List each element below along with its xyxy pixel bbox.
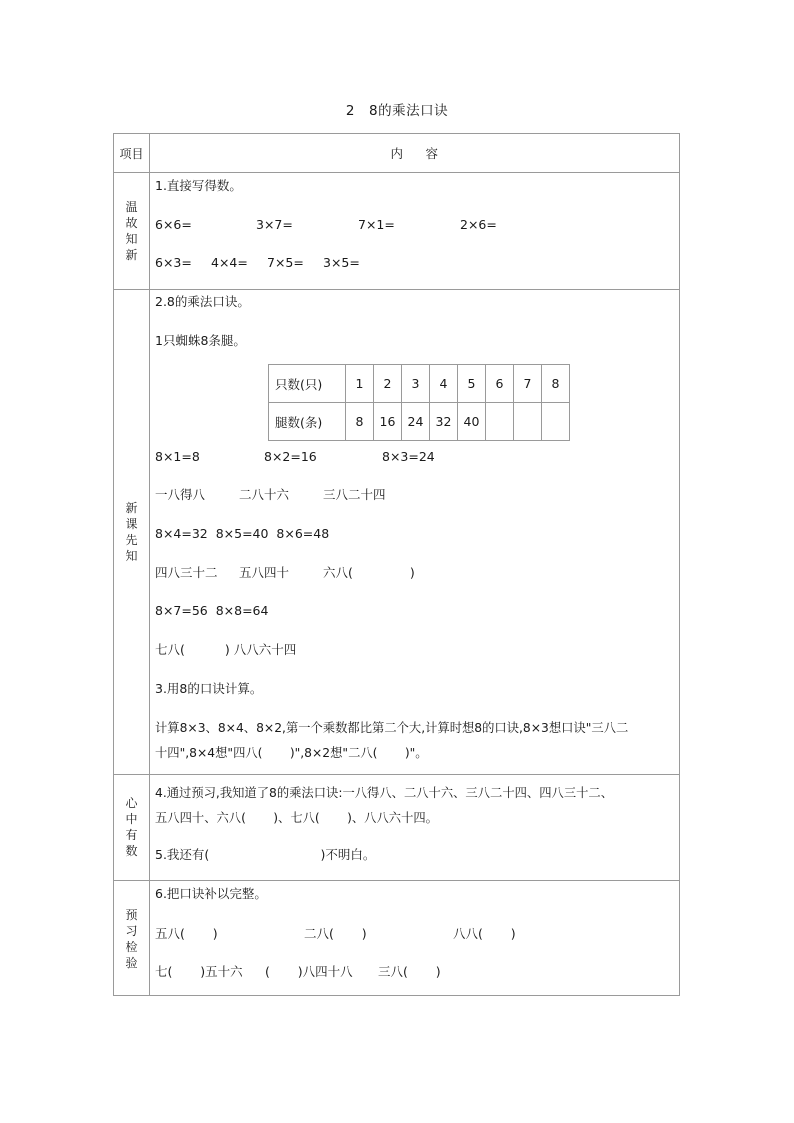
row-divider xyxy=(114,774,679,775)
rhyme: 四八三十二 xyxy=(155,565,218,580)
table-cell: 24 xyxy=(402,403,430,441)
q6-title: 6.把口诀补以完整。 xyxy=(155,886,267,901)
equation: 8×1=8 xyxy=(155,449,200,464)
mind-label-cell xyxy=(114,774,149,880)
rhyme-blank-start: 六八( xyxy=(323,565,353,580)
table-cell: 8 xyxy=(346,403,374,441)
review-eq: 6×3= xyxy=(155,255,192,270)
table-cell-blank[interactable] xyxy=(542,403,570,441)
check-label: 预习检验 xyxy=(125,907,138,970)
review-eq: 7×1= xyxy=(358,217,395,232)
rhyme: 三八二十四 xyxy=(323,487,386,502)
equation: 8×3=24 xyxy=(382,449,435,464)
spider-text: 1只蜘蛛8条腿。 xyxy=(155,333,246,348)
table-head-cell: 腿数(条) xyxy=(269,403,346,441)
header-content-right: 容 xyxy=(425,146,439,161)
title-number: 2 xyxy=(345,103,355,119)
review-label: 温故知新 xyxy=(125,199,138,262)
header-content-left: 内 xyxy=(390,146,404,161)
rhyme-blank[interactable]: 五八( ) xyxy=(155,926,218,941)
table-cell: 5 xyxy=(458,365,486,403)
table-head-cell: 只数(只) xyxy=(269,365,346,403)
table-cell: 7 xyxy=(514,365,542,403)
new-label: 新课先知 xyxy=(125,500,138,563)
table-cell: 40 xyxy=(458,403,486,441)
table-cell: 6 xyxy=(486,365,514,403)
table-cell: 1 xyxy=(346,365,374,403)
table-cell-blank[interactable] xyxy=(486,403,514,441)
review-eq: 4×4= xyxy=(211,255,248,270)
table-cell: 8 xyxy=(542,365,570,403)
header-content-cell xyxy=(150,134,679,172)
q5-text: 5.我还有( )不明白。 xyxy=(155,847,376,862)
q4-text: 五八四十、六八( )、七八( )、八八六十四。 xyxy=(155,811,438,825)
spider-legs-table xyxy=(268,364,570,441)
rhyme: 五八四十 xyxy=(239,565,290,580)
title-text: 8的乘法口诀 xyxy=(369,103,449,119)
row-divider xyxy=(114,172,679,173)
mind-label: 心中有数 xyxy=(125,796,138,858)
table-cell: 32 xyxy=(430,403,458,441)
row-divider xyxy=(114,880,679,881)
table-cell: 3 xyxy=(402,365,430,403)
rhyme: 一八得八 xyxy=(155,487,206,502)
review-eq: 7×5= xyxy=(267,255,304,270)
q1-title: 1.直接写得数。 xyxy=(155,178,242,193)
equation-line: 8×4=32 8×5=40 8×6=48 xyxy=(155,526,330,541)
q3-text: 十四",8×4想"四八( )",8×2想"二八( )"。 xyxy=(155,746,428,760)
rhyme-blank-end: ) xyxy=(409,565,415,580)
column-divider xyxy=(149,134,150,995)
table-row xyxy=(269,365,570,403)
rhyme-blank[interactable] xyxy=(155,642,296,658)
new-label-cell xyxy=(114,289,149,774)
review-eq: 2×6= xyxy=(460,217,497,232)
page-title xyxy=(0,99,794,119)
rhyme: 二八十六 xyxy=(239,487,290,502)
review-eq: 3×5= xyxy=(323,255,360,270)
review-eq: 6×6= xyxy=(155,217,192,232)
row-divider xyxy=(114,289,679,290)
rhyme-blank[interactable]: 二八( ) xyxy=(304,926,367,941)
rhyme-blank-end: ) 八八六十四 xyxy=(224,642,297,657)
table-row xyxy=(269,403,570,441)
rhyme-blank[interactable]: ( )八四十八 xyxy=(265,964,353,979)
q3-text: 计算8×3、8×4、8×2,第一个乘数都比第二个大,计算时想8的口诀,8×3想口诀"三八二 xyxy=(155,721,629,735)
rhyme-blank[interactable]: 三八( ) xyxy=(378,964,441,979)
table-cell: 4 xyxy=(430,365,458,403)
rhyme-blank[interactable]: 七( )五十六 xyxy=(155,964,243,979)
q4-text: 4.通过预习,我知道了8的乘法口诀:一八得八、二八十六、三八二十四、四八三十二、 xyxy=(155,786,614,800)
rhyme-blank[interactable]: 八八( ) xyxy=(453,926,516,941)
rhyme-blank[interactable] xyxy=(323,565,415,581)
header-item-label: 项目 xyxy=(119,146,144,161)
equation: 8×2=16 xyxy=(264,449,317,464)
review-eq: 3×7= xyxy=(256,217,293,232)
review-label-cell xyxy=(114,172,149,289)
table-cell-blank[interactable] xyxy=(514,403,542,441)
table-cell: 16 xyxy=(374,403,402,441)
equation-line: 8×7=56 8×8=64 xyxy=(155,603,269,618)
rhyme-blank-start: 七八( xyxy=(155,642,185,657)
header-item-cell xyxy=(114,134,149,172)
check-label-cell xyxy=(114,880,149,997)
q3-title: 3.用8的口诀计算。 xyxy=(155,681,263,696)
q2-title: 2.8的乘法口诀。 xyxy=(155,294,250,309)
table-cell: 2 xyxy=(374,365,402,403)
